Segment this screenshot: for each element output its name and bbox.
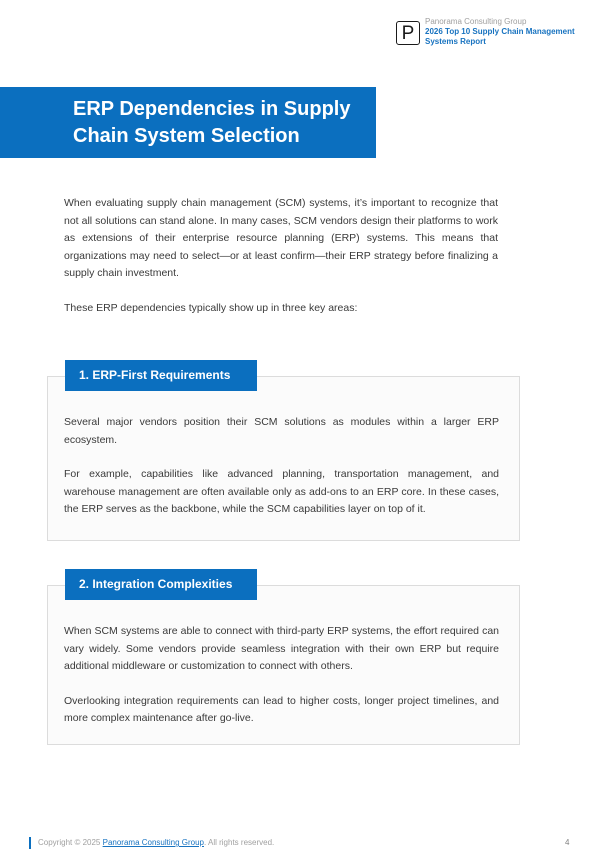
page-title-line1: ERP Dependencies in Supply [73,98,351,120]
section-paragraph: For example, capabilities like advanced planning, transportation management, and warehouse management are often available only as add-ons to an ERP core. In these cases, the ERP serves as the backbone, while the SCM capabilities layer on top of it. [64,468,499,515]
intro-paragraph-2: These ERP dependencies typically show up in three key areas: [64,301,358,314]
section-paragraph: When SCM systems are able to connect with third-party ERP systems, the effort required can vary widely. Some vendors provide seamless integration with their own ERP but require additional middleware or customization to connect with others. [64,625,499,672]
section-title-erp-first: 1. ERP-First Requirements [65,360,257,391]
page-number: 4 [565,838,570,847]
section-card-body [64,414,499,536]
panorama-logo-icon: P [396,21,420,45]
page-title [73,96,373,150]
footer-accent-bar [29,837,31,849]
header-report-title-line1: 2026 Top 10 Supply Chain Management [425,27,575,36]
section-title-integration: 2. Integration Complexities [65,569,257,600]
header-report-title-line2: Systems Report [425,37,486,46]
intro-paragraph-1: When evaluating supply chain management (SCM) systems, it’s important to recognize that not all solutions can stand alone. In many cases, SCM vendors design their platforms to work as extensions of their enterprise resource planning (ERP) systems. This means that organizations may need to select—or at least confirm—their ERP strategy before finalizing a supply chain investment. [64,197,498,279]
section-paragraph: Several major vendors position their SCM solutions as modules within a larger ERP ecosystem. [64,416,499,446]
page-title-line2: Chain System Selection [73,125,300,147]
header-org-name: Panorama Consulting Group [425,17,527,26]
copyright-prefix: Copyright © 2025 [38,838,103,847]
section-paragraph: Overlooking integration requirements can lead to higher costs, longer project timelines, and more complex maintenance after go-live. [64,694,499,724]
section-card-erp-first [47,376,520,541]
copyright-suffix: . All rights reserved. [204,838,275,847]
report-header [425,17,595,47]
section-card-integration [47,585,520,745]
footer-copyright [38,838,274,847]
intro-section [64,195,498,334]
panorama-link[interactable]: Panorama Consulting Group [102,838,204,847]
section-card-body [64,623,499,745]
